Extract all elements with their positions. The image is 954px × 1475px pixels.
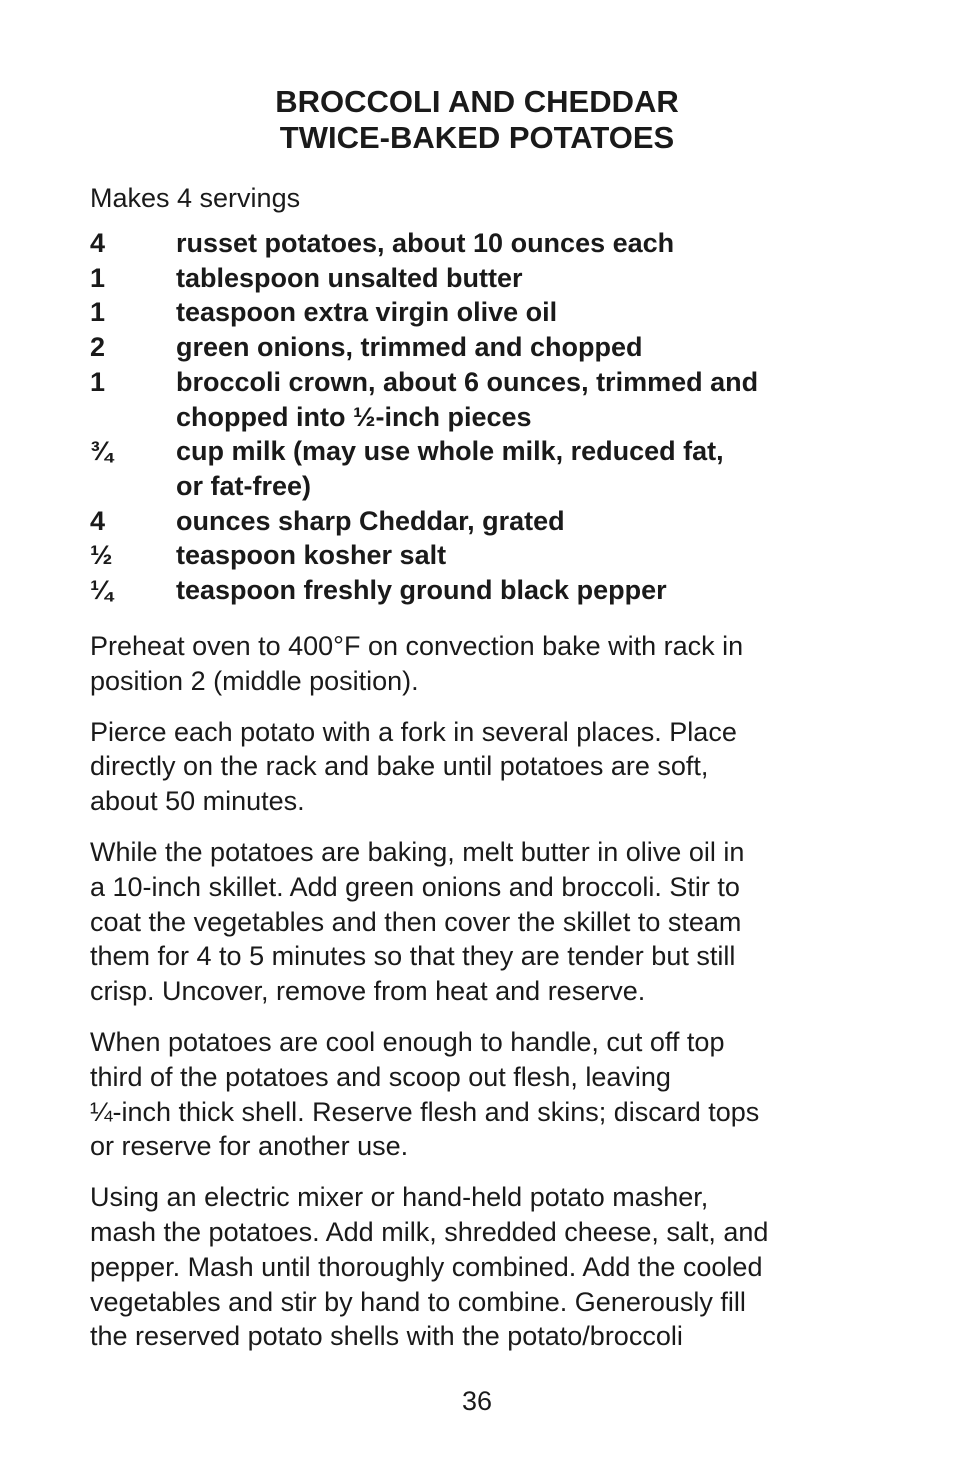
page-number: 36 [461, 1386, 493, 1416]
ingredient-list [90, 226, 870, 608]
ingredient-quantity: 1 [90, 366, 106, 397]
ingredient-description: tablespoon unsalted butter [176, 262, 523, 293]
ingredient-item [90, 538, 870, 573]
ingredient-quantity: 1 [90, 297, 106, 328]
instruction-step: Preheat oven to 400°F on convection bake with rack in position 2 (middle position). [90, 631, 744, 696]
ingredient-description: cup milk (may use whole milk, reduced fat, or fat-free) [176, 436, 724, 501]
instruction-step: Pierce each potato with a fork in several places. Place directly on the rack and bake until potatoes are soft, about 50 minutes. [90, 716, 737, 817]
ingredient-item [90, 434, 870, 503]
recipe-title-line-2: TWICE-BAKED POTATOES [279, 120, 675, 155]
ingredient-item [90, 573, 870, 608]
ingredient-quantity: 4 [90, 505, 106, 536]
instruction-step: When potatoes are cool enough to handle, cut off top third of the potatoes and scoop out flesh, leaving ¼-inch thick shell. Reserve flesh and skins; discard tops or reserve for another use. [90, 1026, 760, 1162]
ingredient-quantity: ½ [90, 540, 113, 571]
servings-yield: Makes 4 servings [90, 183, 301, 213]
ingredient-description: green onions, trimmed and chopped [176, 332, 643, 363]
recipe-title [90, 84, 864, 156]
ingredient-description: teaspoon kosher salt [176, 540, 447, 571]
ingredient-quantity: 4 [90, 228, 106, 258]
ingredient-item [90, 261, 870, 296]
ingredient-item [90, 365, 870, 434]
ingredient-description: broccoli crown, about 6 ounces, trimmed and chopped into ½-inch pieces [176, 366, 759, 432]
ingredient-item [90, 295, 870, 330]
ingredient-item [90, 226, 870, 261]
ingredient-description: ounces sharp Cheddar, grated [176, 505, 565, 536]
instruction-step: While the potatoes are baking, melt butter in olive oil in a 10-inch skillet. Add green onions and broccoli. Stir to coat the vegetables and then cover the skillet to steam them for 4 to 5 minutes so that they are tender but still crisp. Uncover, remove from heat and reserve. [90, 836, 745, 1007]
ingredient-quantity: ¾ [90, 436, 113, 467]
ingredient-quantity: 1 [90, 262, 106, 293]
recipe-title-line-1: BROCCOLI AND CHEDDAR [275, 84, 679, 119]
instructions [90, 629, 870, 1370]
ingredient-description: teaspoon freshly ground black pepper [176, 575, 667, 606]
ingredient-quantity: 2 [90, 332, 106, 363]
ingredient-quantity: ¼ [90, 575, 113, 606]
instruction-step: Using an electric mixer or hand-held potato masher, mash the potatoes. Add milk, shredded cheese, salt, and pepper. Mash until thoroughly combined. Add the cooled vegetables and stir by hand to combine. Generously fill the reserved potato shells with the potato/broccoli [90, 1182, 769, 1352]
ingredient-description: russet potatoes, about 10 ounces each [176, 228, 675, 258]
ingredient-item [90, 330, 870, 365]
ingredient-description: teaspoon extra virgin olive oil [176, 297, 558, 328]
ingredient-item [90, 504, 870, 539]
